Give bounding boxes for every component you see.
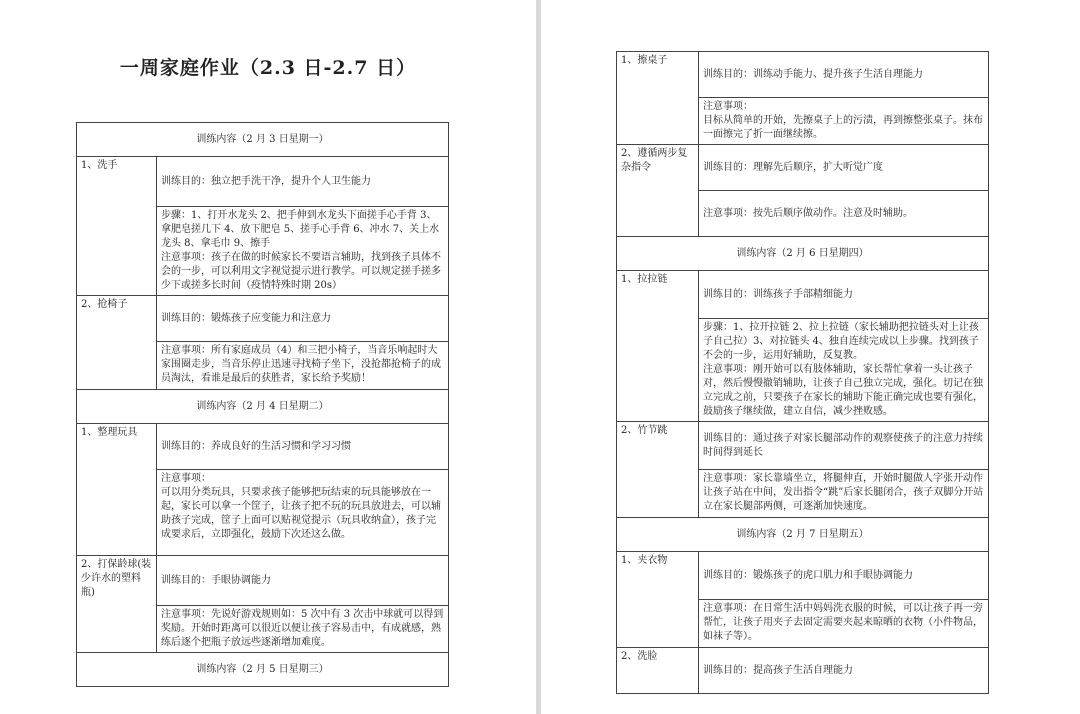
- day-header-feb5: 训练内容（2 月 5 日星期三）: [77, 653, 449, 687]
- homework-table-right: [616, 51, 989, 694]
- day-header-feb7: 训练内容（2 月 7 日星期五）: [617, 518, 989, 552]
- task-purpose-zipper: 训练目的：训练孩子手部精细能力: [699, 271, 989, 319]
- task-notes-bamboo-jump: 注意事项：家长靠墙坐立，将腿伸直，开始时腿做人字张开动作让孩子站在中间，发出指令“跳”后家长腿闭合，孩子双脚分开站立在家长腿部两侧，可逐渐加快速度。: [699, 470, 989, 518]
- task-name-clip-clothes: 1、夹衣物: [617, 552, 699, 648]
- notes-text: 注意事项：孩子在做的时候家长不要语言辅助，找到孩子具体不会的一步，可以利用文字视觉提示进行教学。可以规定搓手搓多少下或搓多长时间（疫情特殊时期 20s）: [161, 252, 441, 291]
- task-name-bowling: 2、打保龄球(装少许水的塑料瓶): [77, 556, 157, 653]
- notes-text: 注意事项：刚开始可以有肢体辅助，家长帮忙拿着一头让孩子对，然后慢慢撤销辅助，让孩子自己独立完成，强化。切记在独立完成之前，只要孩子在家长的辅助下能正确完成也要有强化，鼓励孩子继续做，建立自信，减少挫败感。: [703, 364, 983, 417]
- homework-table-left: [76, 122, 449, 687]
- task-name-tidy-toys: 1、整理玩具: [77, 424, 157, 556]
- task-name-bamboo-jump: 2、竹节跳: [617, 422, 699, 518]
- notes-label: 注意事项：: [703, 101, 753, 112]
- task-notes-zipper: [699, 319, 989, 422]
- task-purpose-bamboo-jump: 训练目的：通过孩子对家长腿部动作的观察使孩子的注意力持续时间得到延长: [699, 422, 989, 470]
- day-header-feb3: 训练内容（2 月 3 日星期一）: [77, 123, 449, 157]
- task-notes-clip-clothes: 注意事项：在日常生活中妈妈洗衣服的时候，可以让孩子再一旁帮忙，让孩子用夹子去固定需要夹起来晾晒的衣物（小件物品，如袜子等）。: [699, 600, 989, 648]
- notes-label: 注意事项：: [161, 473, 211, 484]
- task-purpose-wash-face: 训练目的：提高孩子生活自理能力: [699, 648, 989, 694]
- task-purpose-wipe-table: 训练目的：训练动手能力、提升孩子生活自理能力: [699, 52, 989, 98]
- task-purpose-tidy-toys: 训练目的：养成良好的生活习惯和学习习惯: [157, 424, 449, 470]
- steps-text: 步骤：1、打开水龙头 2、把手伸到水龙头下面搓手心手背 3、拿肥皂搓几下 4、放下肥皂 5、搓手心手背 6、冲水 7、关上水龙头 8、拿毛巾 9、擦手: [161, 210, 440, 249]
- task-notes-wipe-table: [699, 98, 989, 145]
- day-header-feb6: 训练内容（2 月 6 日星期四）: [617, 237, 989, 271]
- task-notes-tidy-toys: [157, 470, 449, 556]
- task-notes-bowling: 注意事项：先说好游戏规则如：5 次中有 3 次击中球就可以得到奖励。开始时距离可以很近以便让孩子容易击中，有成就感，熟练后逐个把瓶子放远些逐渐增加难度。: [157, 606, 449, 653]
- task-purpose-bowling: 训练目的：手眼协调能力: [157, 556, 449, 606]
- task-name-two-step-instructions: 2、遵循两步复杂指令: [617, 145, 699, 237]
- task-notes-two-step-instructions: 注意事项：按先后顺序做动作。注意及时辅助。: [699, 191, 989, 237]
- task-name-wash-hands: 1、洗手: [77, 157, 157, 296]
- task-purpose-musical-chairs: 训练目的：锻炼孩子应变能力和注意力: [157, 296, 449, 342]
- task-notes-wash-hands: [157, 207, 449, 296]
- task-purpose-wash-hands: 训练目的：独立把手洗干净，提升个人卫生能力: [157, 157, 449, 207]
- task-name-zipper: 1、拉拉链: [617, 271, 699, 422]
- day-header-feb4: 训练内容（2 月 4 日星期二）: [77, 390, 449, 424]
- task-name-wipe-table: 1、擦桌子: [617, 52, 699, 145]
- task-name-wash-face: 2、洗脸: [617, 648, 699, 694]
- notes-text: 目标从简单的开始，先擦桌子上的污渍，再到擦整张桌子。抹布一面擦完了折一面继续擦。: [703, 115, 983, 140]
- task-purpose-clip-clothes: 训练目的：锻炼孩子的虎口肌力和手眼协调能力: [699, 552, 989, 600]
- task-name-musical-chairs: 2、抢椅子: [77, 296, 157, 390]
- task-notes-musical-chairs: 注意事项：所有家庭成员（4）和三把小椅子，当音乐响起时大家围圈走步，当音乐停止迅速寻找椅子坐下，没抢都抢椅子的成员淘汰，看谁是最后的获胜者，家长给予奖励！: [157, 342, 449, 390]
- document-title: 一周家庭作业（2.3 日-2.7 日）: [119, 57, 417, 79]
- task-purpose-two-step-instructions: 训练目的：理解先后顺序，扩大听觉广度: [699, 145, 989, 191]
- steps-text: 步骤：1、拉开拉链 2、拉上拉链（家长辅助把拉链头对上让孩子自己拉）3、对拉链头 4、独自连续完成以上步骤。找到孩子不会的一步，运用好辅助，反复教。: [703, 322, 979, 361]
- notes-text: 可以用分类玩具，只要求孩子能够把玩结束的玩具能够放在一起，家长可以拿一个筐子，让孩子把不玩的玩具放进去，可以辅助孩子完成，筐子上面可以贴视觉提示（玩具收纳盒），孩子完成要求后，立即强化，鼓励下次还这么做。: [161, 487, 441, 540]
